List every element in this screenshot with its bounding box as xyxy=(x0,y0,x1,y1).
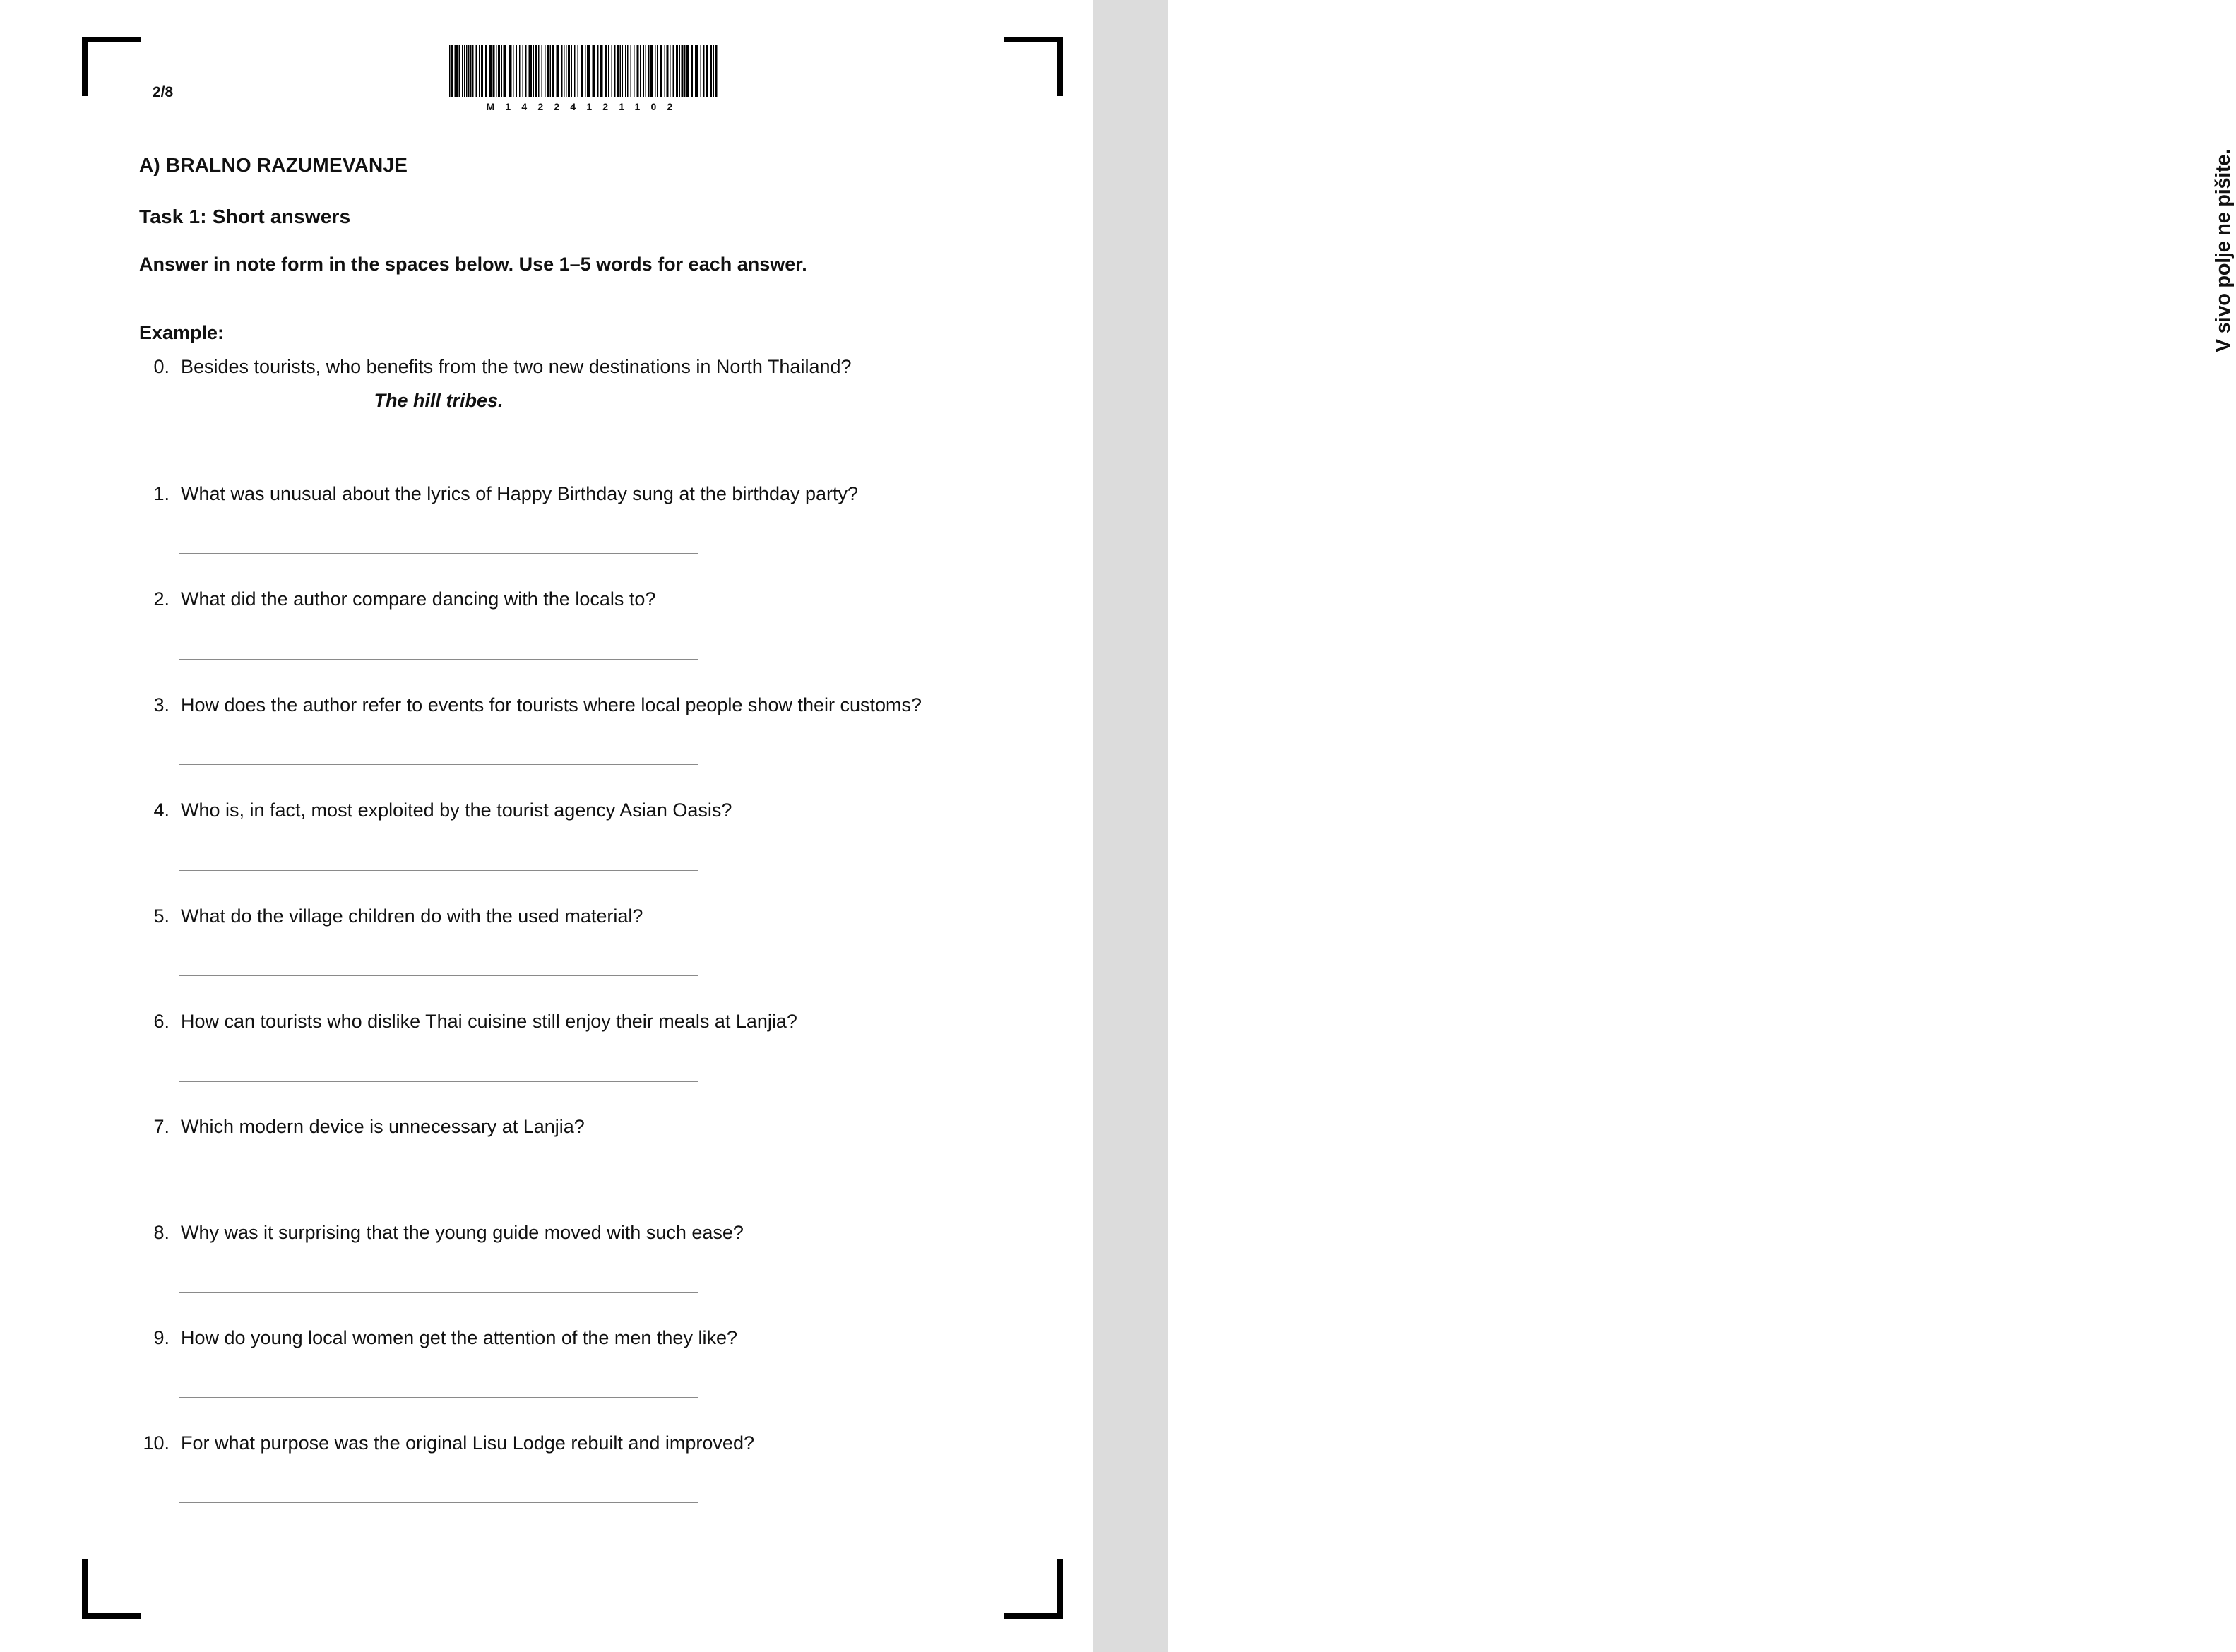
question-item xyxy=(0,1116,1059,1144)
corner-mark-top-left xyxy=(82,37,141,96)
do-not-write-notice: V sivo polje ne pišite. xyxy=(2212,149,2235,353)
question-number: 5. xyxy=(153,905,170,927)
question-number: 6. xyxy=(153,1011,170,1032)
question-item xyxy=(0,1327,1059,1355)
question-item xyxy=(0,1222,1059,1250)
corner-mark-bottom-left xyxy=(82,1559,141,1619)
question-item xyxy=(0,1432,1059,1461)
question-number: 10. xyxy=(143,1432,170,1454)
corner-mark-bottom-right xyxy=(1004,1559,1063,1619)
question-item xyxy=(0,1011,1059,1039)
task-title: Task 1: Short answers xyxy=(139,206,351,227)
question-item xyxy=(0,694,1059,723)
question-text: What did the author compare dancing with the locals to? xyxy=(181,588,656,610)
question-item xyxy=(0,483,1059,511)
barcode-bars xyxy=(449,45,720,97)
example-answer: The hill tribes. xyxy=(374,390,504,411)
question-number: 8. xyxy=(153,1222,170,1243)
example-label: Example: xyxy=(139,322,225,343)
question-number: 1. xyxy=(153,483,170,504)
answer-line-4[interactable] xyxy=(179,870,698,871)
question-number: 4. xyxy=(153,800,170,821)
question-text: Which modern device is unnecessary at Lanjia? xyxy=(181,1116,585,1137)
question-item xyxy=(0,905,1059,934)
answer-line-5[interactable] xyxy=(179,975,698,976)
example-question-text: Besides tourists, who benefits from the two new destinations in North Thailand? xyxy=(181,356,852,377)
answer-line-10[interactable] xyxy=(179,1502,698,1503)
answer-line-6[interactable] xyxy=(179,1081,698,1082)
answer-line-3[interactable] xyxy=(179,764,698,765)
example-question xyxy=(0,356,1059,384)
example-question-number: 0. xyxy=(153,356,170,377)
gray-margin-strip xyxy=(1093,0,2235,1652)
task-instructions: Answer in note form in the spaces below. Use 1–5 words for each answer. xyxy=(139,254,807,275)
question-number: 3. xyxy=(153,694,170,715)
question-item xyxy=(0,800,1059,828)
answer-line-1[interactable] xyxy=(179,553,698,554)
answer-line-8[interactable] xyxy=(179,1292,698,1293)
question-text: What was unusual about the lyrics of Happy Birthday sung at the birthday party? xyxy=(181,483,859,504)
question-item xyxy=(0,588,1059,617)
barcode xyxy=(449,45,720,112)
question-text: How can tourists who dislike Thai cuisine still enjoy their meals at Lanjia? xyxy=(181,1011,797,1032)
answer-line-2[interactable] xyxy=(179,659,698,660)
question-text: How do young local women get the attention of the men they like? xyxy=(181,1327,737,1348)
question-text: How does the author refer to events for tourists where local people show their customs? xyxy=(181,694,922,715)
answer-line-9[interactable] xyxy=(179,1397,698,1398)
question-text: For what purpose was the original Lisu Lodge rebuilt and improved? xyxy=(181,1432,754,1454)
question-text: Who is, in fact, most exploited by the tourist agency Asian Oasis? xyxy=(181,800,732,821)
page-number: 2/8 xyxy=(153,84,174,100)
question-text: What do the village children do with the used material? xyxy=(181,905,643,927)
question-number: 9. xyxy=(153,1327,170,1348)
question-text: Why was it surprising that the young guide moved with such ease? xyxy=(181,1222,744,1243)
corner-mark-top-right xyxy=(1004,37,1063,96)
question-number: 7. xyxy=(153,1116,170,1137)
section-title: A) BRALNO RAZUMEVANJE xyxy=(139,154,408,176)
question-number: 2. xyxy=(153,588,170,610)
barcode-text: M14224121102 xyxy=(486,101,684,112)
